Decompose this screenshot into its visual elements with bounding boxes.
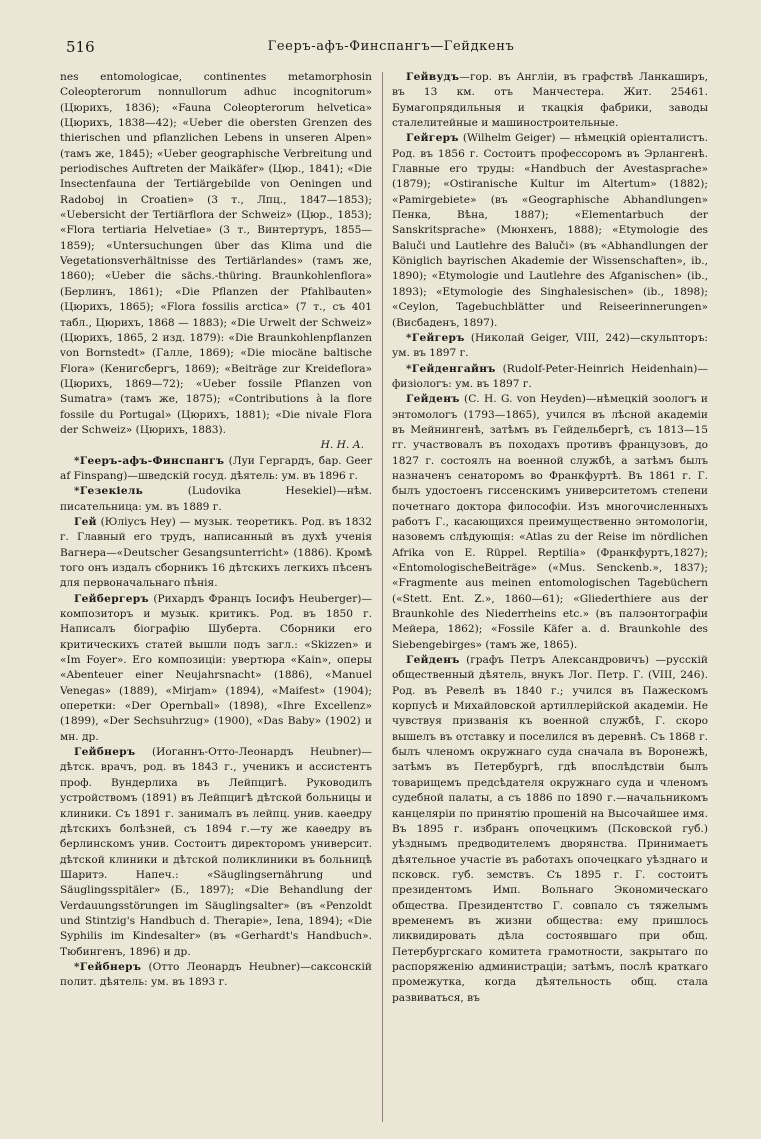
- dictionary-entry: [60, 454, 372, 485]
- entry-text: (Николай Geiger, VIII, 242)—скульпторъ: ум. въ 1897 г.: [392, 331, 708, 360]
- column-divider: [382, 72, 383, 1122]
- dictionary-entry: [392, 392, 708, 653]
- dictionary-entry: [392, 653, 708, 1006]
- entry-headword: *Гейденгайнъ: [406, 362, 496, 375]
- entry-headword: *Гезекіель: [74, 485, 144, 498]
- entry-headword: *Гейгеръ: [406, 331, 465, 344]
- page-header: [66, 38, 716, 60]
- author-signature: Н. Н. А.: [320, 439, 364, 452]
- entry-text: (Рихардъ Францъ Іосифъ Heuberger)—композиторъ и музык. критикъ. Род. въ 1850 г. Написалъ біографію Шуберта. Сборники его критическихъ статей вышли подъ загл.: «Skizzen» и «Im Foyer». Его композиціи: увертюра «Kain», оперы «Abenteuer einer Neujahrsnacht» (1886), «Manuel Venegas» (1889), «Mirjam» (1894), «Maifest» (1904); оперетки: «Der Opernball» (1898), «Ihre Excellenz» (1899), «Der Sechsuhrzug» (1900), «Das Baby» (1902) и мн. др.: [60, 592, 372, 743]
- dictionary-entry: [392, 70, 708, 131]
- entry-text: (Ludovika Hesekiel)—нѣм. писательница: ум. въ 1889 г.: [60, 485, 372, 513]
- entry-headword: *Гееръ-афъ-Финспангъ: [74, 454, 225, 467]
- entry-text: —гор. въ Англіи, въ графствѣ Ланкаширъ, въ 13 км. отъ Манчестера. Жит. 25461. Бумагопрядильныя и ткацкія фабрики, заводы сталелитейные и машиностроительные.: [392, 71, 708, 130]
- entry-text: (Отто Леонардъ Heubner)—саксонскій полит. дѣятель: ум. въ 1893 г.: [60, 960, 372, 989]
- entry-text: nes entomologicae, continentes metamorphosin Coleopterorum nonnullorum adhuc incognitorum» (Цюрихъ, 1836); «Fauna Coleopterorum helvetica» (Цюрихъ, 1838—42); «Ueber die obersten Grenzen des thierischen und pflanzlichen Lebens in unseren Alpen» (тамъ же, 1845); «Ueber geographische Verbreitung und periodisches Auftreten der Maikäfer» (Цюр., 1841); «Die Insectenfauna der Tertiärgebilde von Oeningen und Radoboj in Croatien» (3 т., Лпц., 1847—1853); «Uebersicht der Tertiärflora der Schweiz» (Цюр., 1853); «Flora tertiaria Helvetiae» (3 т., Винтертуръ, 1855—1859); «Untersuchungen über das Klima und die Vegetationsverhältnisse des Tertiärlandes» (тамъ же, 1860); «Ueber die sächs.-thüring. Braunkohlenflora» (Берлинъ, 1861); «Die Pflanzen der Pfahlbauten» (Цюрихъ, 1865); «Flora fossilis arctica» (7 т., съ 401 табл., Цюрихъ, 1868 — 1883); «Die Urwelt der Schweiz» (Цюрихъ, 1865, 2 изд. 1879): «Die Braunkohlenpflanzen von Bornstedt» (Галле, 1869); «Die miocäne baltische Flora» (Кенигсбергъ, 1869); «Beiträge zur Kreideflora» (Цюрихъ, 1869—72); «Ueber fossile Pflanzen von Sumatra» (тамъ же, 1875); «Contributions à la flore fossile du Portugal» (Цюрихъ, 1881); «Die nivale Flora der Schweiz» (Цюрихъ, 1883).: [60, 71, 372, 436]
- entry-headword: Гейденъ: [406, 654, 460, 667]
- entry-headword: Гейбнеръ: [74, 746, 136, 759]
- dictionary-entry: [392, 131, 708, 330]
- entry-headword: Гейвудъ: [406, 71, 460, 83]
- entry-headword: Гейгеръ: [406, 132, 459, 145]
- entry-headword: Гей: [74, 515, 97, 528]
- entry-text: (Wilhelm Geiger) — нѣмецкій оріенталистъ. Род. въ 1856 г. Состоитъ профессоромъ въ Эрлангенѣ. Главные его труды: «Handbuch der Avestasprache» (1879); «Ostiranische Kultur im Altertum» (1882); «Pamirgebiete» (въ «Geographische Abhandlungen» Пенка, Вѣна, 1887); «Elementarbuch der Sanskritsprache» (Мюнхенъ, 1888); «Etymologie des Baluči und Lautlehre des Baluči» (въ «Abhandlungen der Königlich bayrischen Akademie der Wissenschaften», ib., 1890); «Etymologie und Lautlehre des Afganischen» (ib., 1893); «Etymologie des Singhalesischen» (ib., 1898); «Ceylon, Tagebuchblätter und Reiseerinnerungen» (Висбаденъ, 1897).: [392, 132, 708, 329]
- dictionary-entry: [392, 331, 708, 362]
- dictionary-entry: [60, 515, 372, 592]
- entry-text: (Юліусъ Hey) — музык. теоретикъ. Род. въ 1832 г. Главный его трудъ, написанный въ духѣ ученія Вагнера—«Deutscher Gesangsunterricht» (1886). Кромѣ того онъ издалъ сборникъ 16 дѣтскихъ легкихъ пѣсенъ для первоначальнаго пѣнія.: [60, 515, 372, 590]
- entry-headword: Гейденъ: [406, 393, 460, 406]
- dictionary-entry: [60, 484, 372, 515]
- entry-text: (Луи Гергардъ, бар. Geer af Finspang)—шведскій госуд. дѣятель: ум. въ 1896 г.: [60, 454, 372, 482]
- running-head: Гееръ-афъ-Финспангъ—Гейдкенъ: [267, 39, 515, 54]
- entry-text: (Иоганнъ-Отто-Леонардъ Heubner)—дѣтск. врачъ, род. въ 1843 г., ученикъ и ассистентъ проф. Вундерлиха въ Лейпцигѣ. Руководилъ устройствомъ (1891) въ Лейпцигѣ дѣтской больницы и клиники. Съ 1891 г. занималъ въ лейпц. унив. каѳедру дѣтскихъ болѣзней, съ 1894 г.—ту же каѳедру въ берлинскомъ унив. Состоитъ директоромъ университ. дѣтской клиники и дѣтской поликлиники въ больницѣ Шаритэ. Напеч.: «Säuglingsernährung und Säuglingsspitäler» (Б., 1897); «Die Behandlung der Verdauungsstörungen im Säuglingsalter» (въ «Penzoldt und Stintzig's Handbuch d. Therapie», Iena, 1894); «Die Syphilis im Kindesalter» (въ «Gerhardt's Handbuch». Тюбингенъ, 1896) и др.: [60, 746, 372, 958]
- entry-headword: *Гейбнеръ: [74, 960, 142, 973]
- dictionary-entry: [392, 362, 708, 393]
- dictionary-entry: [60, 745, 372, 960]
- entry-text: (графъ Петръ Александровичъ) —русскій общественный дѣятель, внукъ Лог. Петр. Г. (VIII, 246). Род. въ Ревелѣ въ 1840 г.; учился въ Пажескомъ корпусѣ и Михайловской артиллерійской академіи. Не чувствуя призванія къ военной службѣ, Г. скоро вышелъ въ отставку и поселился въ деревнѣ. Съ 1868 г. былъ членомъ окружнаго суда сначала въ Воронежѣ, затѣмъ въ Петербургѣ, гдѣ впослѣдствіи былъ товарищемъ предсѣдателя окружнаго суда и членомъ судебной палаты, а съ 1886 по 1890 г.—начальникомъ канцеляріи по принятію прошеній на Высочайшее имя. Въ 1895 г. избранъ опочецкимъ (Псковской губ.) уѣзднымъ предводителемъ дворянства. Принимаетъ дѣятельное участіе въ работахъ опочецкаго уѣзднаго и псковск. губ. земствъ. Съ 1895 г. Г. состоитъ президентомъ Имп. Вольнаго Экономическаго общества. Президентство Г. совпало съ тяжелымъ временемъ въ жизни общества: ему пришлось ликвидировать дѣла состоявшаго при общ. Петербургскаго комитета грамотности, закрытаго по распоряженію администраціи; затѣмъ, послѣ краткаго промежутка, когда дѣятельность общ. стала развиваться, въ: [392, 654, 708, 1004]
- entry-text: (С. H. G. von Heyden)—нѣмецкій зоологъ и энтомологъ (1793—1865), учился въ лѣсной академіи въ Мейнингенѣ, затѣмъ въ Гейдельбергѣ, съ 1813—15 гг. участвовалъ въ походахъ противъ французовъ, до 1827 г. состоялъ на военной службѣ, а затѣмъ былъ назначенъ сенаторомъ во Франкфуртѣ. Въ 1861 г. Г. былъ удостоенъ гиссенскимъ университетомъ степени почетнаго доктора философіи. Изъ многочисленныхъ работъ Г., касающихся преимущественно энтомологіи, назовемъ слѣдующія: «Atlas zu der Reise im nördlichen Afrika von E. Rüppel. Reptilia» (Франкфуртъ,1827); «EntomologischeBeiträge» («Mus. Senckenb.», 1837); «Fragmente aus meinen entomologischen Tagebüchern («Stett. Ent. Z.», 1860—61); «Gliederthiere aus der Braunkohle des Niederrheins etc.» (въ палэонтографіи Мейера, 1862); «Fossile Käfer a. d. Braunkohle des Siebengebirges» (тамъ же, 1865).: [392, 393, 708, 651]
- dictionary-entry: [60, 70, 372, 454]
- entry-headword: Гейбергеръ: [74, 592, 149, 605]
- right-column: [392, 70, 708, 1128]
- entry-text: (Rudolf-Peter-Heinrich Heidenhain)—физіологъ: ум. въ 1897 г.: [392, 362, 708, 390]
- left-column: [60, 70, 372, 1128]
- dictionary-entry: [60, 960, 372, 991]
- page-number: 516: [66, 38, 95, 56]
- dictionary-entry: [60, 592, 372, 745]
